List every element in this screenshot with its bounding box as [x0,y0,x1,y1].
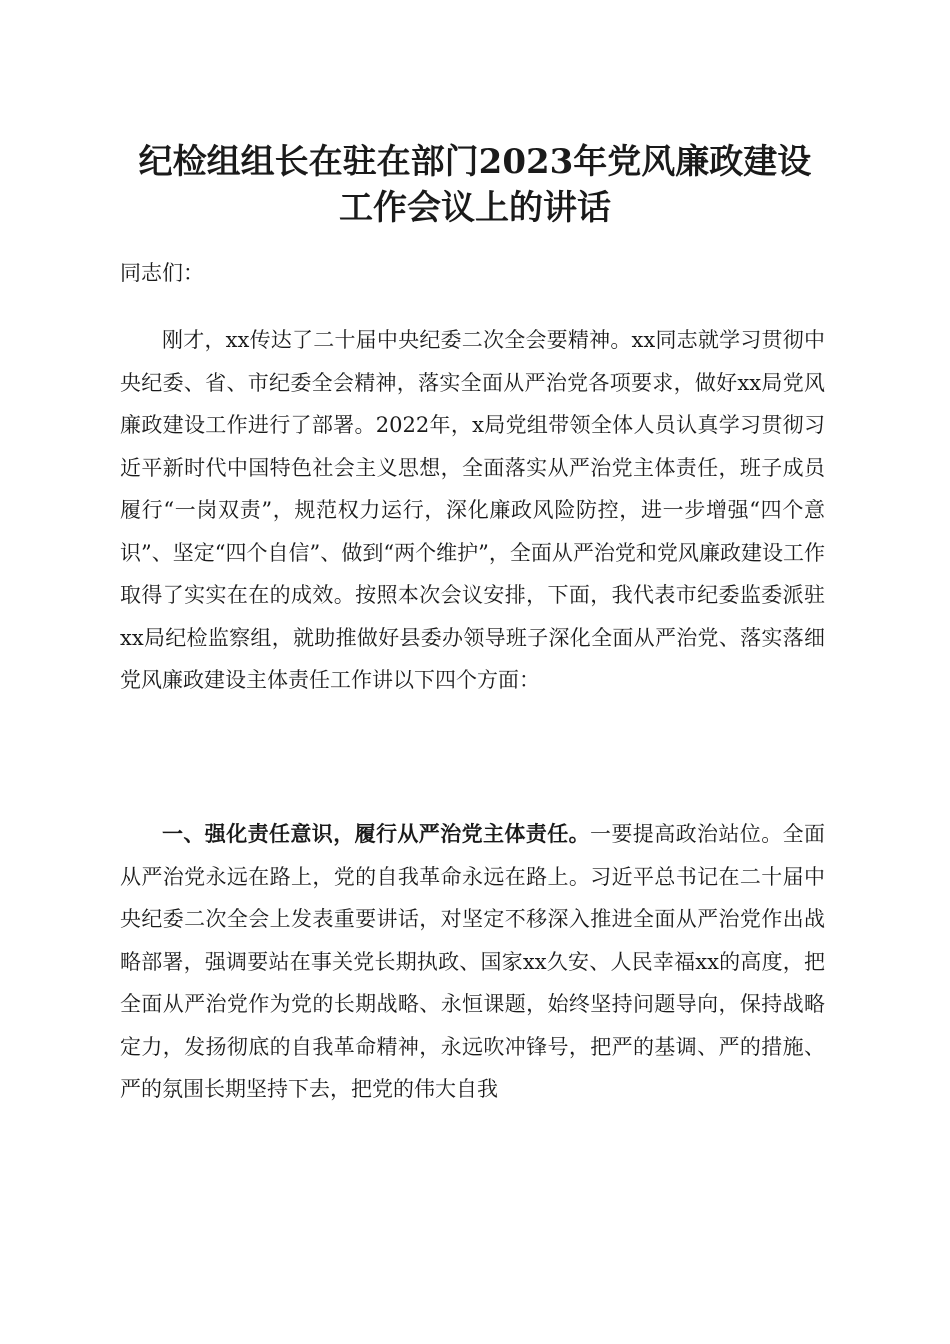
section-1-text: 一要提高政治站位。全面从严治党永远在路上，党的自我革命永远在路上。习近平总书记在二十届中央纪委二次全会上发表重要讲话，对坚定不移深入推进全面从严治党作出战略部署，强调要站在事关党长期执政、国家xx久安、人民幸福xx的高度，把全面从严治党作为党的长期战略、永恒课题，始终坚持问题导向，保持战略定力，发扬彻底的自我革命精神，永远吹冲锋号，把严的基调、严的措施、严的氛围长期坚持下去，把党的伟大自我 [120,822,825,1101]
document-title-line-2: 工作会议上的讲话 [339,188,611,228]
salutation: 同志们： [120,261,204,285]
paragraph-1: 刚才，xx传达了二十届中央纪委二次全会要精神。xx同志就学习贯彻中央纪委、省、市纪委全会精神，落实全面从严治党各项要求，做好xx局党风廉政建设工作进行了部署。2022年，x局党组带领全体人员认真学习贯彻习近平新时代中国特色社会主义思想，全面落实从严治党主体责任，班子成员履行“一岗双责”，规范权力运行，深化廉政风险防控，进一步增强“四个意识”、坚定“四个自信”、做到“两个维护”，全面从严治党和党风廉政建设工作取得了实实在在的成效。按照本次会议安排，下面，我代表市纪委监委派驻xx局纪检监察组，就助推做好县委办领导班子深化全面从严治党、落实落细党风廉政建设主体责任工作讲以下四个方面： [120,328,825,692]
section-1-heading: 一、强化责任意识，履行从严治党主体责任。 [162,822,590,846]
paragraph-2 [120,813,825,1111]
document-title-line-1: 纪检组组长在驻在部门2023年党风廉政建设 [138,142,812,182]
